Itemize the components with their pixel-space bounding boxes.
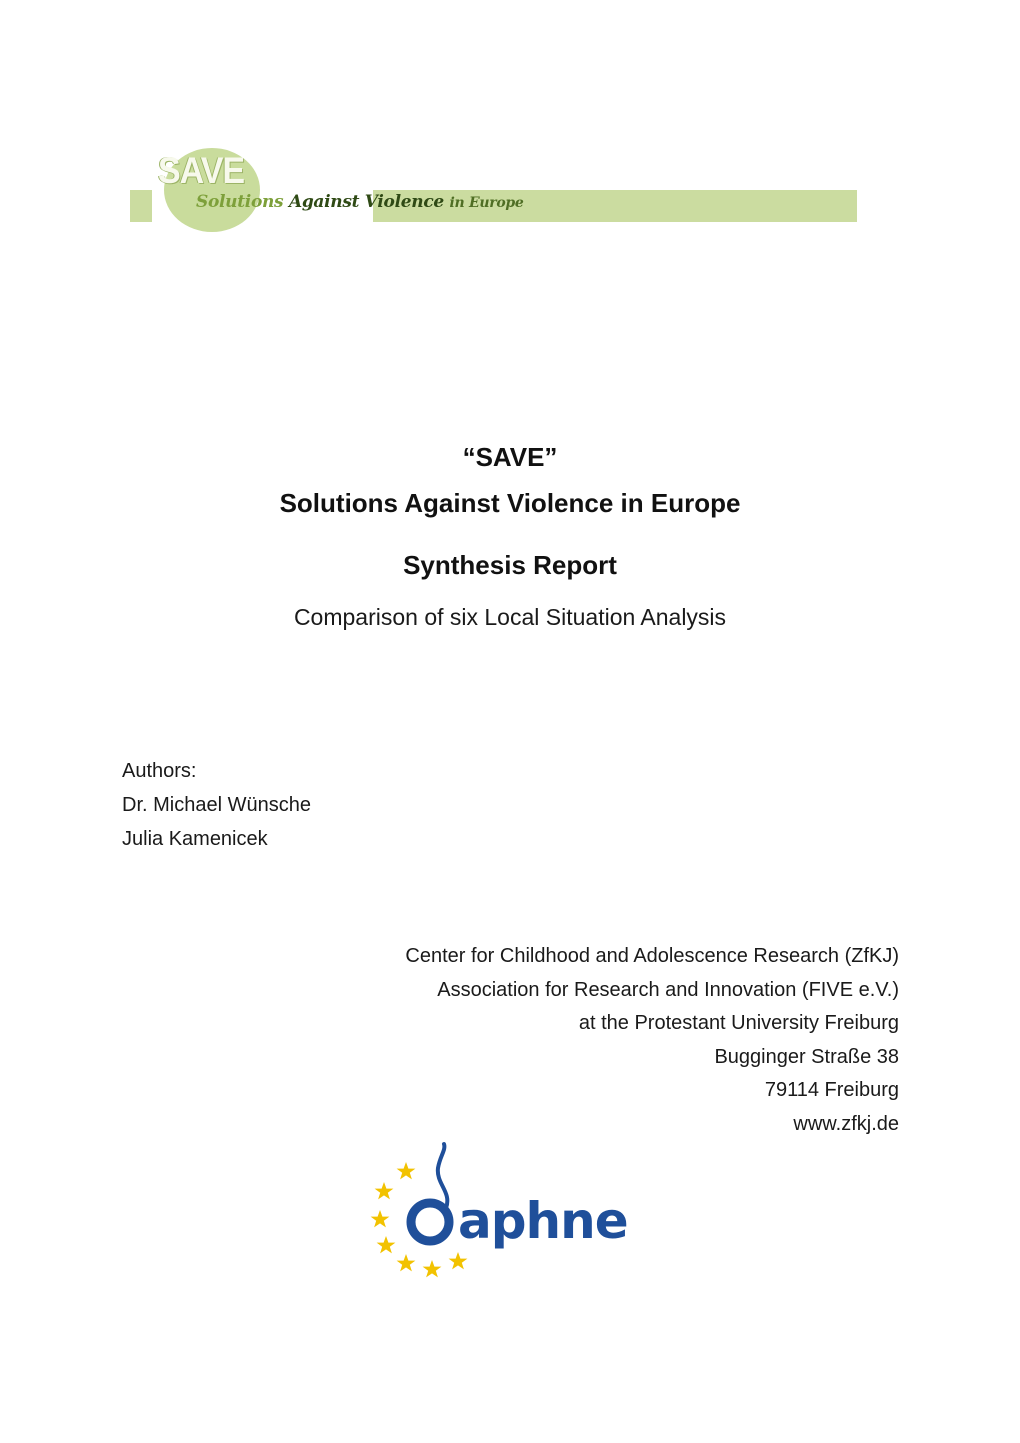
title-report-type: Synthesis Report [403, 550, 617, 580]
author-name: Julia Kamenicek [122, 828, 268, 850]
authors-block [122, 754, 311, 856]
star-icon [449, 1252, 468, 1269]
star-icon [375, 1182, 394, 1199]
institution-line: Center for Childhood and Adolescence Research (ZfKJ) [405, 945, 899, 967]
authors-label: Authors: [122, 760, 197, 782]
institution-block [405, 940, 899, 1142]
daphne-logo [366, 1138, 656, 1288]
save-logo-word: SAVE [158, 150, 245, 192]
institution-line: Association for Research and Innovation (FIVE e.V.) [437, 978, 899, 1001]
institution-website: www.zfkj.de [793, 1112, 899, 1135]
star-icon [371, 1210, 390, 1227]
daphne-d-center-icon [424, 1216, 436, 1228]
save-logo-tagline-in-europe: in Europe [449, 195, 524, 211]
star-icon [423, 1260, 442, 1277]
save-logo-tagline-against-violence: Against Violence [288, 192, 444, 212]
title-project: “SAVE” [462, 442, 558, 472]
save-logo-tagline [196, 192, 523, 212]
author-name: Dr. Michael Wünsche [122, 794, 311, 816]
title-full-name: Solutions Against Violence in Europe [279, 488, 741, 518]
title-description: Comparison of six Local Situation Analysis [293, 604, 727, 630]
daphne-word-text: aphne [458, 1192, 628, 1250]
daphne-logo-graphic [366, 1138, 656, 1288]
star-icon [397, 1254, 416, 1271]
save-logo [130, 140, 860, 240]
institution-line: Bugginger Straße 38 [714, 1045, 899, 1068]
institution-line: 79114 Freiburg [764, 1079, 899, 1102]
star-icon [397, 1162, 416, 1179]
save-logo-bar-left [130, 190, 152, 222]
star-icon [377, 1236, 396, 1253]
institution-line: at the Protestant University Freiburg [578, 1012, 899, 1035]
save-logo-tagline-solutions: Solutions [196, 192, 284, 212]
